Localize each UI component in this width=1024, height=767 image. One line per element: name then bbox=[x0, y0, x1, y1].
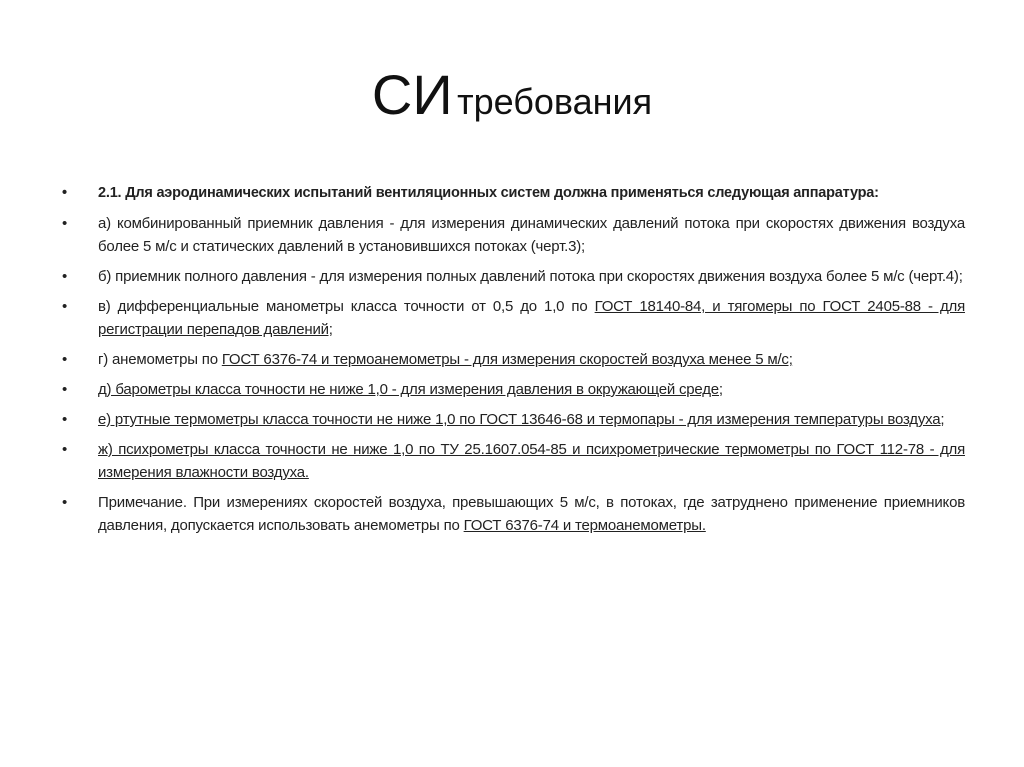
list-item bbox=[62, 295, 965, 341]
list-item bbox=[62, 182, 965, 205]
bullet-icon: • bbox=[62, 441, 68, 458]
item-text: г) анемометры по bbox=[98, 351, 222, 368]
requirements-list bbox=[62, 182, 965, 544]
list-item bbox=[62, 378, 965, 401]
bullet-icon: • bbox=[62, 268, 68, 285]
underlined-reference-text: ГОСТ 18140-84, и тягомеры по ГОСТ 2405-88 - для регистрации перепадов давлений; bbox=[98, 298, 965, 338]
list-item bbox=[62, 348, 965, 371]
list-item bbox=[62, 212, 965, 258]
slide-title-sub: требования bbox=[457, 81, 653, 122]
bullet-icon: • bbox=[62, 215, 68, 232]
bullet-icon: • bbox=[62, 494, 68, 511]
underlined-reference-text: е) ртутные термометры класса точности не ниже 1,0 по ГОСТ 13646-68 и термопары - для измерения температуры воздуха; bbox=[98, 411, 945, 428]
underlined-reference-text: ГОСТ 6376-74 и термоанемометры. bbox=[463, 517, 706, 534]
item-text: в) дифференциальные манометры класса точности от 0,5 до 1,0 по bbox=[98, 298, 595, 315]
item-text: Примечание. При измерениях скоростей воздуха, превышающих 5 м/с, в потоках, где затруднено применение приемников давления, допускается использовать анемометры по bbox=[98, 494, 965, 534]
bullet-icon: • bbox=[62, 351, 68, 368]
slide-title-main: СИ bbox=[371, 63, 453, 126]
bullet-icon: • bbox=[62, 185, 67, 201]
list-item bbox=[62, 408, 965, 431]
bullet-icon: • bbox=[62, 381, 68, 398]
list-item bbox=[62, 265, 965, 288]
item-text: б) приемник полного давления - для измерения полных давлений потока при скоростях движения воздуха более 5 м/с (черт.4); bbox=[98, 268, 963, 285]
item-text: а) комбинированный приемник давления - для измерения динамических давлений потока при скоростях движения воздуха более 5 м/с и статических давлений в установившихся потоках (черт.3); bbox=[98, 215, 965, 255]
list-item bbox=[62, 491, 965, 537]
list-item bbox=[62, 438, 965, 484]
slide-title bbox=[0, 62, 1024, 127]
item-text: 2.1. Для аэродинамических испытаний вентиляционных систем должна применяться следующая аппаратура: bbox=[98, 185, 879, 201]
underlined-reference-text: ГОСТ 6376-74 и термоанемометры - для измерения скоростей воздуха менее 5 м/с; bbox=[221, 351, 793, 368]
underlined-reference-text: д) барометры класса точности не ниже 1,0 - для измерения давления в окружающей среде; bbox=[98, 381, 723, 398]
bullet-icon: • bbox=[62, 411, 68, 428]
underlined-reference-text: ж) психрометры класса точности не ниже 1,0 по ТУ 25.1607.054-85 и психрометрические термометры по ГОСТ 112-78 - для измерения влажности воздуха. bbox=[98, 441, 965, 481]
bullet-icon: • bbox=[62, 298, 68, 315]
